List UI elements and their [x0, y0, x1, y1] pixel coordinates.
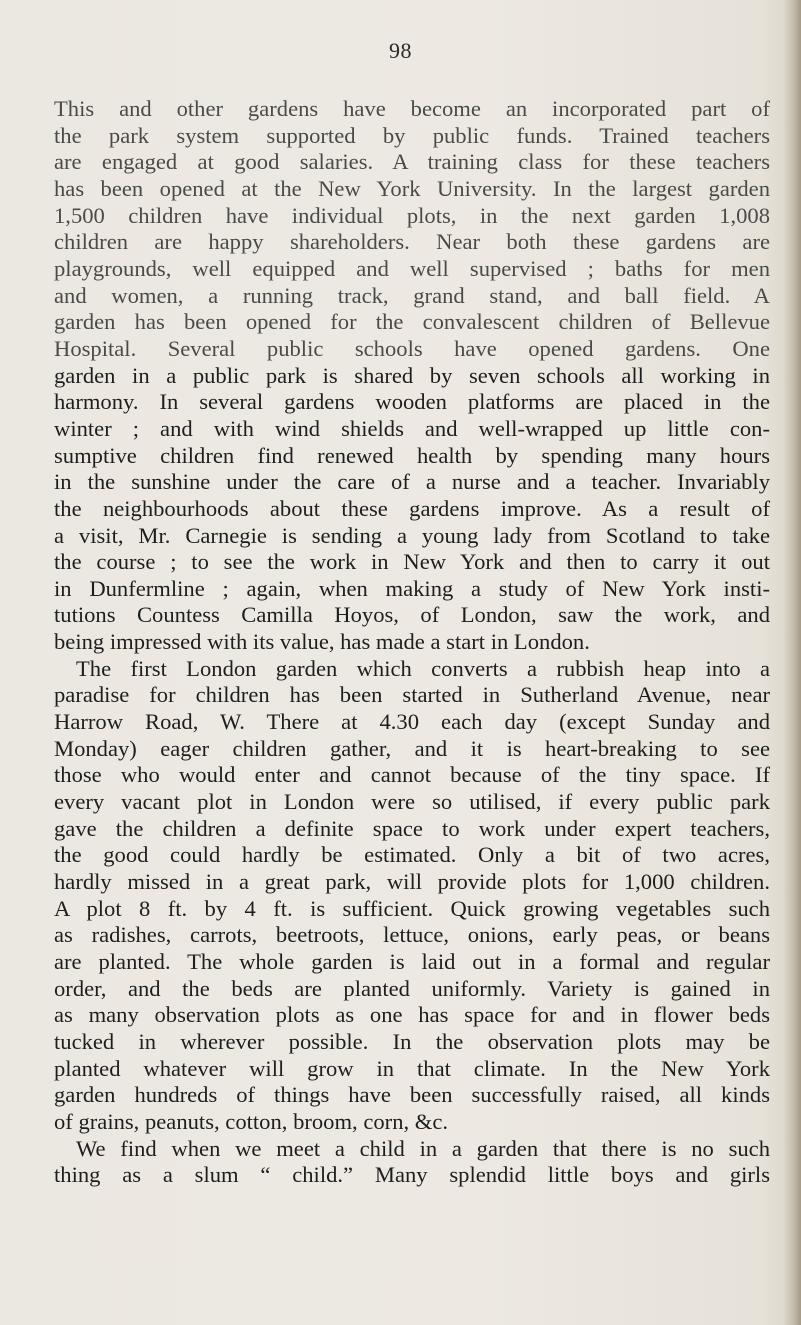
- text-line: the good could hardly be estimated. Only a bit of two acres,: [54, 842, 770, 868]
- text-line: We find when we meet a child in a garden that there is no such: [76, 1135, 770, 1161]
- text-line: of grains, peanuts, cotton, broom, corn, &c.: [54, 1108, 449, 1134]
- text-line: and women, a running track, grand stand, and ball field. A: [54, 282, 770, 308]
- text-line: as many observation plots as one has space for and in flower beds: [54, 1002, 770, 1028]
- text-line: order, and the beds are planted uniformly. Variety is gained in: [54, 975, 770, 1001]
- text-line: children are happy shareholders. Near both these gardens are: [54, 229, 770, 255]
- text-line: being impressed with its value, has made a start in London.: [54, 629, 590, 655]
- paragraph-1: [54, 96, 770, 656]
- text-line: garden hundreds of things have been successfully raised, all kinds: [54, 1082, 770, 1108]
- text-line: as radishes, carrots, beetroots, lettuce, onions, early peas, or beans: [54, 922, 770, 948]
- text-line: This and other gardens have become an incorporated part of: [54, 96, 770, 121]
- page-edge-shadow: [783, 0, 801, 1325]
- paragraph-2: [54, 656, 770, 1136]
- text-line: are planted. The whole garden is laid out in a formal and regular: [54, 949, 770, 974]
- text-line: A plot 8 ft. by 4 ft. is sufficient. Quick growing vegetables such: [54, 895, 770, 921]
- text-line: tucked in wherever possible. In the observation plots may be: [54, 1028, 770, 1054]
- text-line: Monday) eager children gather, and it is heart-breaking to see: [54, 735, 770, 761]
- text-line: garden in a public park is shared by seven schools all working in: [54, 362, 770, 388]
- text-line: a visit, Mr. Carnegie is sending a young lady from Scotland to take: [54, 522, 770, 548]
- text-line: 1,500 children have individual plots, in the next garden 1,008: [54, 202, 770, 228]
- text-line: Hospital. Several public schools have opened gardens. One: [54, 335, 770, 361]
- text-line: garden has been opened for the convalescent children of Bellevue: [54, 309, 770, 335]
- text-line: those who would enter and cannot because of the tiny space. If: [54, 762, 770, 788]
- text-line: the park system supported by public funds. Trained teachers: [54, 122, 770, 148]
- text-line: harmony. In several gardens wooden platforms are placed in the: [54, 389, 770, 415]
- text-line: sumptive children find renewed health by spending many hours: [54, 442, 770, 468]
- page-number: 98: [389, 38, 412, 63]
- text-line: planted whatever will grow in that climate. In the New York: [54, 1055, 770, 1081]
- text-line: tutions Countess Camilla Hoyos, of London, saw the work, and: [54, 602, 770, 628]
- paragraph-3: [54, 1136, 770, 1189]
- text-line: hardly missed in a great park, will provide plots for 1,000 children.: [54, 869, 770, 895]
- text-line: The first London garden which converts a rubbish heap into a: [76, 655, 770, 681]
- text-line: are engaged at good salaries. A training class for these teachers: [54, 149, 770, 175]
- text-line: winter ; and with wind shields and well-wrapped up little con-: [54, 415, 770, 441]
- text-line: the course ; to see the work in New York and then to carry it out: [54, 549, 770, 575]
- text-line: paradise for children has been started in Sutherland Avenue, near: [54, 682, 770, 708]
- text-line: the neighbourhoods about these gardens improve. As a result of: [54, 495, 770, 521]
- text-line: Harrow Road, W. There at 4.30 each day (except Sunday and: [54, 709, 770, 735]
- text-line: playgrounds, well equipped and well supervised ; baths for men: [54, 255, 770, 281]
- body-text: [54, 96, 770, 1189]
- text-line: every vacant plot in London were so utilised, if every public park: [54, 789, 770, 815]
- text-line: in the sunshine under the care of a nurse and a teacher. Invariably: [54, 469, 770, 495]
- text-line: thing as a slum “ child.” Many splendid little boys and girls: [54, 1162, 770, 1188]
- text-line: gave the children a definite space to work under expert teachers,: [54, 815, 770, 841]
- text-line: has been opened at the New York University. In the largest garden: [54, 175, 770, 201]
- text-line: in Dunfermline ; again, when making a study of New York insti-: [54, 575, 770, 601]
